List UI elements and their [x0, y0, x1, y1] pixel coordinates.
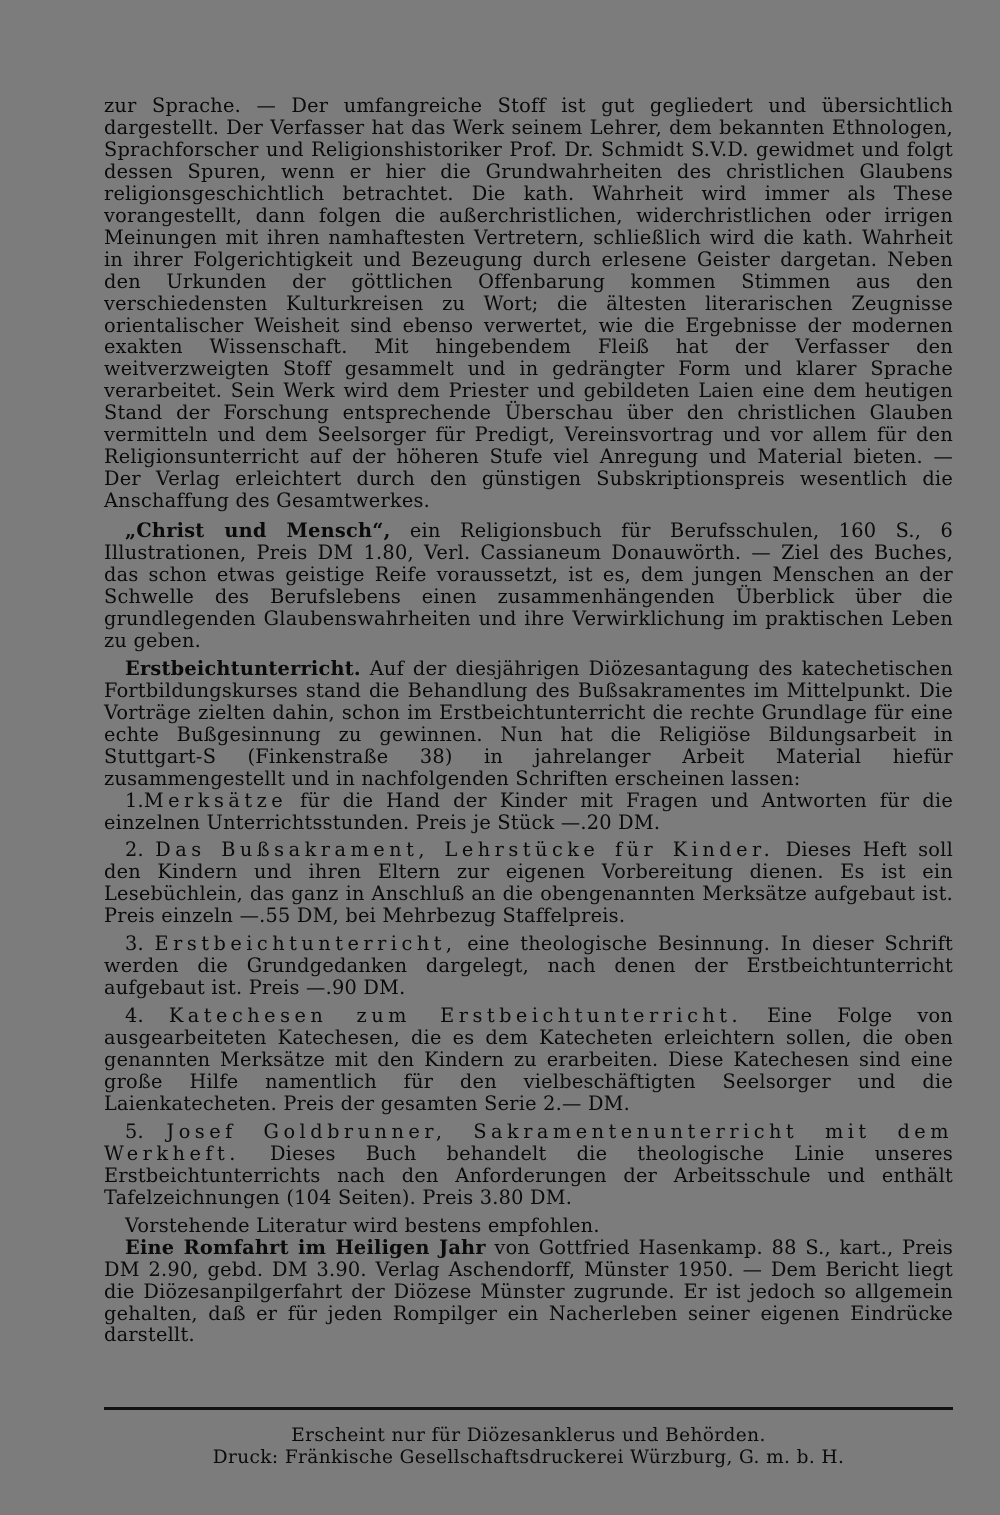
- item-title: Das Bußsakrament, Lehrstücke für Kinder.: [155, 838, 775, 862]
- title-erstbeichtunterricht: Erstbeichtunterricht.: [125, 656, 361, 680]
- list-item-4: [104, 1005, 953, 1115]
- item-title: Josef Goldbrunner, Sakramentenunterricht mit dem Werkheft.: [104, 1119, 953, 1165]
- list-item-3: [104, 933, 953, 999]
- body-christ-und-mensch: ein Religionsbuch für Berufsschulen, 160 S., 6 Illustrationen, Preis DM 1.80, Verl. Cassianeum Donauwörth. — Ziel des Buches, das schon etwas geistige Reife voraussetzt, ist es, dem jungen Menschen an der Schwelle des Berufslebens einen zusammenhängenden Überblick über die grundlegenden Glaubenswahrheiten und ihre Verwirklichung im praktischen Leben zu geben.: [104, 519, 953, 652]
- footer-printer-note: Druck: Fränkische Gesellschaftsdruckerei Würzburg, G. m. b. H.: [212, 1447, 845, 1468]
- item-body: für die Hand der Kinder mit Fragen und Antworten für die einzelnen Unterrichtsstunden. Preis je Stück —.20 DM.: [104, 788, 953, 834]
- list-item-2: [104, 839, 953, 927]
- item-title: Erstbeichtunterricht,: [154, 932, 457, 956]
- item-number: 5.: [125, 1119, 144, 1143]
- title-christ-und-mensch: „Christ und Mensch“,: [125, 519, 391, 543]
- item-body: eine theologische Besinnung. In dieser Schrift werden die Grundgedanken dargelegt, nach denen der Erstbeichtunterricht aufgebaut ist. Preis —.90 DM.: [104, 932, 953, 1000]
- item-number: 4.: [125, 1004, 144, 1028]
- footer-distribution-note: Erscheint nur für Diözesanklerus und Behörden.: [291, 1425, 766, 1446]
- item-title: Katechesen zum Erstbeichtunterricht.: [168, 1004, 743, 1028]
- title-romfahrt: Eine Romfahrt im Heiligen Jahr: [125, 1235, 486, 1259]
- item-number: 2.: [125, 838, 144, 862]
- item-body: Dieses Heft soll den Kindern und ihren Eltern zur eigenen Vorbereitung dienen. Es ist ein Lesebüchlein, das ganz in Anschluß an die obengenannten Merksätze aufgebaut ist. Preis einzeln —.55 DM, bei Mehrbezug Staffelpreis.: [104, 838, 953, 928]
- item-title: Merksätze: [143, 788, 288, 812]
- list-item-5: [104, 1121, 953, 1209]
- paragraph-recommendation: Vorstehende Literatur wird bestens empfohlen.: [125, 1213, 600, 1237]
- item-body: Dieses Buch behandelt die theologische Linie unseres Erstbeichtunterrichts nach den Anforderungen der Arbeitsschule und enthält Tafelzeichnungen (104 Seiten). Preis 3.80 DM.: [104, 1141, 953, 1209]
- list-item-1: [104, 790, 953, 834]
- item-number: 1.: [125, 788, 144, 812]
- paragraph-christ-und-mensch: [104, 520, 953, 652]
- paragraph-book-review: zur Sprache. — Der umfangreiche Stoff ist gut gegliedert und übersichtlich dargestellt. Der Verfasser hat das Werk seinem Lehrer, dem bekannten Ethnologen, Sprachforscher und Religionshistoriker Prof. Dr. Schmidt S.V.D. gewidmet und folgt dessen Spuren, wenn er hier die Grundwahrheiten des christlichen Glaubens religionsgeschichtlich betrachtet. Die kath. Wahrheit wird immer als These vorangestellt, dann folgen die außerchristlichen, widerchristlichen oder irrigen Meinungen mit ihren namhaftesten Vertretern, schließlich wird die kath. Wahrheit in ihrer Folgerichtigkeit und Bezeugung durch erlesene Geister dargetan. Neben den Urkunden der göttlichen Offenbarung kommen Stimmen aus den verschiedensten Kulturkreisen zu Wort; die ältesten literarischen Zeugnisse orientalischer Weisheit sind ebenso verwertet, wie die Ergebnisse der modernen exakten Wissenschaft. Mit hingebendem Fleiß hat der Verfasser den weitverzweigten Stoff gesammelt und in gedrängter Form und klarer Sprache verarbeitet. Sein Werk wird dem Priester und gebildeten Laien eine dem heutigen Stand der Forschung entsprechende Überschau über den christlichen Glauben vermitteln und dem Seelsorger für Predigt, Vereinsvortrag und vor allem für den Religionsunterricht auf der höheren Stufe viel Anregung und Material bieten. — Der Verlag erleichtert durch den günstigen Subskriptionspreis wesentlich die Anschaffung des Gesamtwerkes.: [104, 94, 953, 513]
- footer: [104, 1425, 953, 1469]
- footer-divider: [104, 1407, 953, 1410]
- item-number: 3.: [125, 932, 144, 956]
- body-romfahrt: von Gottfried Hasenkamp. 88 S., kart., Preis DM 2.90, gebd. DM 3.90. Verlag Aschendorff, Münster 1950. — Dem Bericht liegt die Diözesanpilgerfahrt der Diözese Münster zugrunde. Er ist jedoch so allgemein gehalten, daß er für jeden Rompilger ein Nacherleben seiner eigenen Eindrücke darstellt.: [104, 1235, 954, 1347]
- item-body: Eine Folge von ausgearbeiteten Katechesen, die es dem Katecheten erleichtern sollen, die oben genannten Merksätze mit den Kindern zu erarbeiten. Diese Katechesen sind eine große Hilfe namentlich für den vielbeschäftigten Seelsorger und die Laienkatecheten. Preis der gesamten Serie 2.— DM.: [104, 1004, 953, 1115]
- paragraph-romfahrt: [104, 1237, 953, 1347]
- paragraph-erstbeichtunterricht: [104, 658, 953, 790]
- body-erstbeichtunterricht: Auf der diesjährigen Diözesantagung des katechetischen Fortbildungskurses stand die Behandlung des Bußsakramentes im Mittelpunkt. Die Vorträge zielten dahin, schon im Erstbeichtunterricht die rechte Grundlage für eine echte Bußgesinnung zu gewinnen. Nun hat die Religiöse Bildungsarbeit in Stuttgart-S (Finkenstraße 38) in jahrelanger Arbeit Material hiefür zusammengestellt und in nachfolgenden Schriften erscheinen lassen:: [104, 656, 953, 790]
- article-body: [104, 95, 953, 1346]
